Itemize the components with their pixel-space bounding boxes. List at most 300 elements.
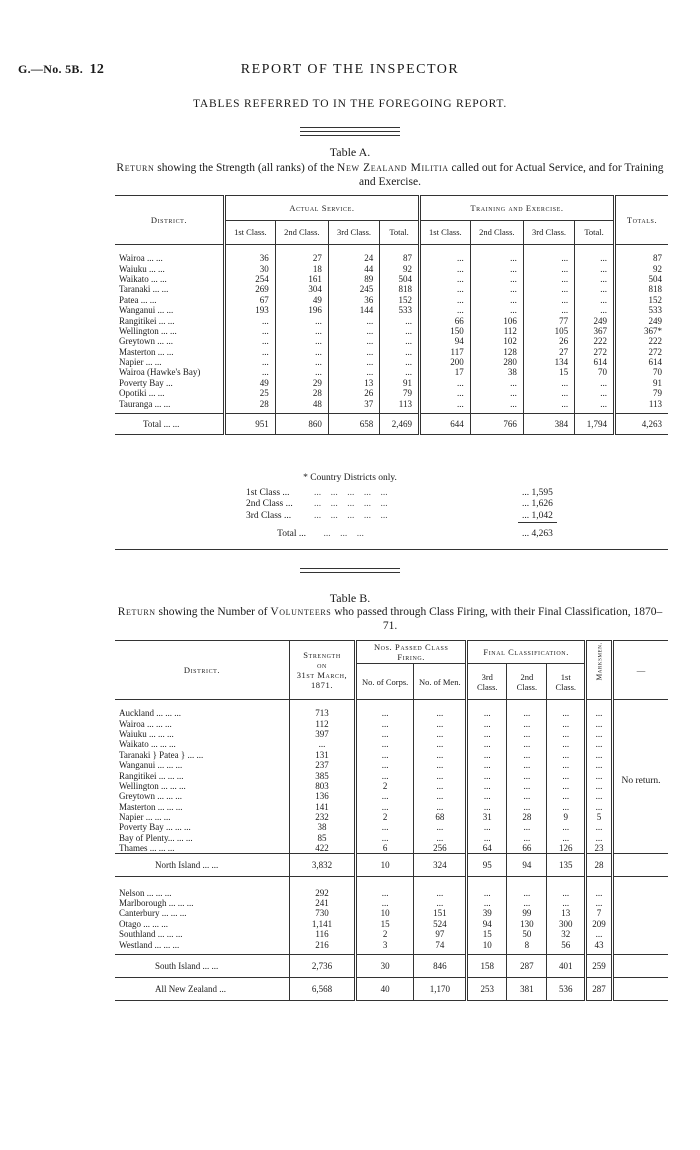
cell-value: 287 [507,954,547,977]
cell-value: ... [523,398,574,408]
cell-value: 37 [328,398,379,408]
cell-value: ... [414,802,467,812]
cell-value: 504 [615,274,669,284]
cell-value: 105 [523,326,574,336]
summary-label: 1st Class ... [246,487,290,498]
district-name: Canterbury ... ... ... [119,908,187,919]
cell-value: ... [419,274,470,284]
cell-value: ... [225,357,276,367]
cell-value: 36 [328,295,379,305]
remark-cell [613,898,669,908]
cell-value: 32 [547,929,586,939]
cell-value: 27 [523,347,574,357]
cell-value: 200 [419,357,470,367]
cell-value: 113 [615,398,669,408]
cell-value: ... [507,887,547,897]
cell-value: ... [575,398,615,408]
district-name: Wairoa ... ... [119,253,163,264]
cell-value: 818 [615,284,669,294]
spacer-cell [547,700,586,709]
col-header: Total. [575,220,615,245]
district-name: Wanganui ... ... [119,305,174,316]
cell-value: 860 [275,413,328,434]
cell-value: ... [356,729,414,739]
cell-value: 150 [419,326,470,336]
district-name: Poverty Bay ... [119,377,173,388]
cell-value: 99 [507,908,547,918]
spacer-cell [290,877,356,888]
document-reference: G.—No. 5B. 12 [18,62,105,77]
cell-value: 64 [467,843,507,854]
spacer-row [115,877,668,888]
cell-value: ... [419,253,470,263]
cell-value: 36 [225,253,276,263]
district-name: Auckland ... ... ... [119,708,181,719]
cell-value: ... [275,326,328,336]
cell-value: ... [225,347,276,357]
cell-value: ... [586,781,613,791]
cell-value: ... [414,781,467,791]
spacer-cell [115,700,290,709]
cell-value: 269 [225,284,276,294]
cell-value: 245 [328,284,379,294]
cell-value: ... [414,750,467,760]
cell-value: 94 [467,919,507,929]
col-header: 3rd Class. [467,664,507,700]
cell-value: 222 [575,336,615,346]
cell-value: 92 [615,263,669,273]
cell-value: ... [356,760,414,770]
cell-value: 384 [523,413,574,434]
district-name: Wairoa ... ... ... [119,718,172,729]
cell-value: ... [507,729,547,739]
cell-value: 216 [290,939,356,949]
remark-cell [613,954,669,977]
district-name: Total ... ... [143,418,180,429]
col-header: 3rd Class. [328,220,379,245]
cell-value: ... [507,708,547,718]
cell-value: ... [380,326,420,336]
district-name: Greytown ... ... ... [119,791,182,802]
cell-value: ... [523,253,574,263]
remark-cell [613,854,669,877]
spacer-cell [586,700,613,709]
cell-value: ... [467,708,507,718]
table-row [115,750,668,760]
cell-value: 18 [275,263,328,273]
table-a [115,195,668,435]
cell-value: 106 [470,315,523,325]
cell-value: 1,794 [575,413,615,434]
divider [300,572,400,573]
cell-value: 152 [380,295,420,305]
summary-row [242,510,557,522]
district-name: Rangitikei ... ... [119,315,175,326]
cell-value: ... [470,305,523,315]
cell-value: ... [470,274,523,284]
cell-value: ... [467,833,507,843]
table-row [115,898,668,908]
cell-value: ... [419,284,470,294]
table-row [115,326,668,336]
cell-value: ... [414,739,467,749]
spacer-row [115,700,668,709]
cell-value: ... [414,760,467,770]
cell-value: 74 [414,939,467,949]
cell-value: 117 [419,347,470,357]
cell-value: ... [414,770,467,780]
cell-value: ... [547,791,586,801]
cell-value: 533 [615,305,669,315]
cell-value: ... [356,770,414,780]
cell-value: 803 [290,781,356,791]
cell-value: 39 [467,908,507,918]
col-header: 3rd Class. [523,220,574,245]
cell-value: ... [467,822,507,832]
cell-value: 272 [575,347,615,357]
district-name: Westland ... ... ... [119,939,180,950]
cell-value: 151 [414,908,467,918]
cell-value: ... [547,822,586,832]
table-row [115,305,668,315]
table-row [115,887,668,897]
cell-value: ... [290,739,356,749]
col-actual-service: Actual Service. [225,196,420,221]
cell-value: 27 [275,253,328,263]
district-name: Southland ... ... ... [119,929,183,940]
cell-value: 26 [328,388,379,398]
cell-value: 401 [547,954,586,977]
col-passed-class-firing: Nos. Passed Class Firing. [356,641,467,664]
cell-value: 7 [586,908,613,918]
spacer-cell [507,700,547,709]
cell-value: 87 [615,253,669,263]
cell-value: ... [380,367,420,377]
cell-value: ... [414,887,467,897]
cell-value: ... [547,887,586,897]
cell-value: 730 [290,908,356,918]
table-row [115,315,668,325]
cell-value: ... [419,263,470,273]
cell-value: 8 [507,939,547,949]
table-b [115,640,668,1001]
cell-value: 367 [575,326,615,336]
cell-value: ... [467,729,507,739]
table-row [115,929,668,939]
district-name: Wairoa (Hawke's Bay) [119,367,201,378]
cell-value: 256 [414,843,467,854]
cell-value: ... [507,770,547,780]
cell-value: ... [414,898,467,908]
cell-value: ... [523,295,574,305]
cell-value: ... [275,315,328,325]
cell-value: 89 [328,274,379,284]
cell-value: ... [507,739,547,749]
cell-value: ... [586,791,613,801]
cell-value: ... [575,263,615,273]
cell-value: ... [575,253,615,263]
divider [115,549,668,550]
cell-value: ... [225,315,276,325]
cell-value: 2 [356,781,414,791]
cell-value: ... [586,760,613,770]
cell-value: 70 [615,367,669,377]
cell-value: ... [275,367,328,377]
cell-value: ... [414,833,467,843]
cell-value: ... [523,388,574,398]
cell-value: 97 [414,929,467,939]
cell-value: ... [547,802,586,812]
summary-total-value: ... 4,263 [522,529,553,540]
cell-value: 26 [523,336,574,346]
spacer-cell [507,877,547,888]
table-row [115,367,668,377]
table-row [115,378,668,388]
cell-value: ... [547,898,586,908]
table-row [115,739,668,749]
cell-value: 253 [467,977,507,1000]
cell-value: ... [523,284,574,294]
cell-value: ... [507,822,547,832]
cell-value: ... [586,729,613,739]
district-name: Nelson ... ... ... [119,887,172,898]
cell-value: ... [356,791,414,801]
table-a-description: Return showing the Strength (all ranks) of the New Zealand Militia called out for Actual Service, and for Training and Exercise. [116,162,664,188]
cell-value: ... [575,274,615,284]
cell-value: 385 [290,770,356,780]
col-totals: Totals. [615,196,669,245]
cell-value: ... [328,326,379,336]
cell-value: 38 [290,822,356,832]
cell-value: ... [467,760,507,770]
cell-value: ... [356,739,414,749]
cell-value: ... [225,326,276,336]
district-name: Wellington ... ... [119,325,177,336]
district-name: Rangitikei ... ... ... [119,770,184,781]
cell-value: 49 [225,378,276,388]
leader-dots: ... ... ... ... ... [314,511,388,521]
summary-label: 2nd Class ... [246,499,293,510]
cell-value: ... [328,315,379,325]
cell-value: 3 [356,939,414,949]
leader-dots: ... ... ... ... ... [314,499,388,510]
cell-value: ... [470,295,523,305]
cell-value: ... [547,750,586,760]
cell-value: 79 [615,388,669,398]
cell-value: 126 [547,843,586,854]
summary-value: ... 1,595 [522,487,553,498]
cell-value: 818 [380,284,420,294]
cell-value: 92 [380,263,420,273]
table-row [115,274,668,284]
cell-value: 6 [356,843,414,854]
cell-value: 67 [225,295,276,305]
cell-value: ... [586,822,613,832]
table-row [115,939,668,949]
cell-value: 152 [615,295,669,305]
cell-value: ... [467,802,507,812]
cell-value: ... [575,305,615,315]
remark-cell [613,939,669,949]
cell-value: 232 [290,812,356,822]
cell-value: ... [380,315,420,325]
cell-value: ... [467,739,507,749]
cell-value: 15 [467,929,507,939]
cell-value: 1,141 [290,919,356,929]
spacer-cell [523,245,574,254]
summary-label: 3rd Class ... [246,511,292,521]
cell-value: ... [507,802,547,812]
spacer-cell [115,877,290,888]
summary-value: ... 1,042 [518,510,557,522]
table-row [115,919,668,929]
table-row [115,822,668,832]
cell-value: ... [470,378,523,388]
cell-value: 136 [290,791,356,801]
col-header: 2nd Class. [507,664,547,700]
remark-cell [613,929,669,939]
cell-value: ... [507,718,547,728]
cell-value: 713 [290,708,356,718]
remark-cell [613,919,669,929]
subtitle: TABLES REFERRED TO IN THE FOREGOING REPORT. [192,98,508,110]
cell-value: ... [414,708,467,718]
cell-value: ... [507,833,547,843]
cell-value: ... [586,708,613,718]
cell-value: 6,568 [290,977,356,1000]
spacer-cell [615,245,669,254]
south-island-total-row [115,954,668,977]
spacer-cell [328,245,379,254]
spacer-cell [225,245,276,254]
cell-value: 397 [290,729,356,739]
north-island-total-row [115,854,668,877]
cell-value: 259 [586,954,613,977]
cell-value: 536 [547,977,586,1000]
summary-total-row [242,522,557,540]
table-row [115,729,668,739]
cell-value: ... [275,357,328,367]
spacer-cell [414,700,467,709]
cell-value: ... [547,781,586,791]
col-final-classification: Final Classification. [467,641,586,664]
cell-value: ... [547,729,586,739]
cell-value: 30 [225,263,276,273]
cell-value: 10 [356,908,414,918]
district-name: Poverty Bay ... ... ... [119,822,191,833]
table-row [115,781,668,791]
cell-value: 141 [290,802,356,812]
cell-value: 614 [575,357,615,367]
cell-value: ... [586,770,613,780]
cell-value: ... [467,750,507,760]
cell-value: ... [586,718,613,728]
cell-value: 56 [547,939,586,949]
cell-value: ... [414,822,467,832]
cell-value: ... [467,791,507,801]
cell-value: 2,736 [290,954,356,977]
cell-value: ... [507,898,547,908]
cell-value: ... [356,750,414,760]
cell-value: ... [470,263,523,273]
district-name: All New Zealand ... [155,983,226,994]
spacer-cell [467,877,507,888]
cell-value: 237 [290,760,356,770]
cell-value: 87 [380,253,420,263]
cell-value: 254 [225,274,276,284]
cell-value: 161 [275,274,328,284]
district-name: Wanganui ... ... ... [119,760,183,771]
divider [300,568,400,569]
col-header: 1st Class. [225,220,276,245]
page-number: 12 [89,62,105,77]
summary-table [242,487,557,540]
summary-row [242,487,557,499]
table-b-description: Return showing the Number of Volunteers who passed through Class Firing, with their Final Classification, 1870–71. [117,606,663,632]
cell-value: 40 [356,977,414,1000]
summary-total-label: Total ... [277,529,306,539]
table-row [115,760,668,770]
page-title: REPORT OF THE INSPECTOR [240,62,460,77]
district-name: Bay of Plenty... ... ... [119,832,193,843]
cell-value: 29 [275,378,328,388]
cell-value: ... [467,898,507,908]
table-a-title: Table A. [329,145,371,159]
cell-value: 28 [507,812,547,822]
cell-value: 422 [290,843,356,854]
cell-value: 112 [290,718,356,728]
cell-value: ... [380,336,420,346]
district-name: Napier ... ... [119,357,162,368]
cell-value: 68 [414,812,467,822]
cell-value: ... [275,347,328,357]
cell-value: 367* [615,326,669,336]
cell-value: ... [419,398,470,408]
cell-value: 116 [290,929,356,939]
cell-value: 324 [414,854,467,877]
cell-value: 48 [275,398,328,408]
col-district: District. [150,215,188,225]
cell-value: 658 [328,413,379,434]
col-district: District. [183,665,221,675]
cell-value: ... [380,347,420,357]
cell-value: 292 [290,887,356,897]
cell-value: ... [328,347,379,357]
cell-value: ... [547,833,586,843]
district-name: Tauranga ... ... [119,398,171,409]
table-b-title: Table B. [329,591,371,605]
cell-value: 241 [290,898,356,908]
col-header: No. of Men. [414,664,467,700]
cell-value: 766 [470,413,523,434]
district-name: Patea ... ... [119,294,157,305]
cell-value: ... [586,898,613,908]
cell-value: 524 [414,919,467,929]
table-row [115,833,668,843]
col-header: No. of Corps. [356,664,414,700]
leader-dots: ... ... ... ... ... [314,487,388,498]
district-name: Masterton ... ... [119,346,174,357]
cell-value: 5 [586,812,613,822]
cell-value: 25 [225,388,276,398]
col-header: 2nd Class. [275,220,328,245]
table-row [115,812,668,822]
cell-value: 15 [523,367,574,377]
cell-value: ... [547,739,586,749]
spacer-cell [356,877,414,888]
district-name: Marlborough ... ... ... [119,898,194,909]
spacer-cell [575,245,615,254]
